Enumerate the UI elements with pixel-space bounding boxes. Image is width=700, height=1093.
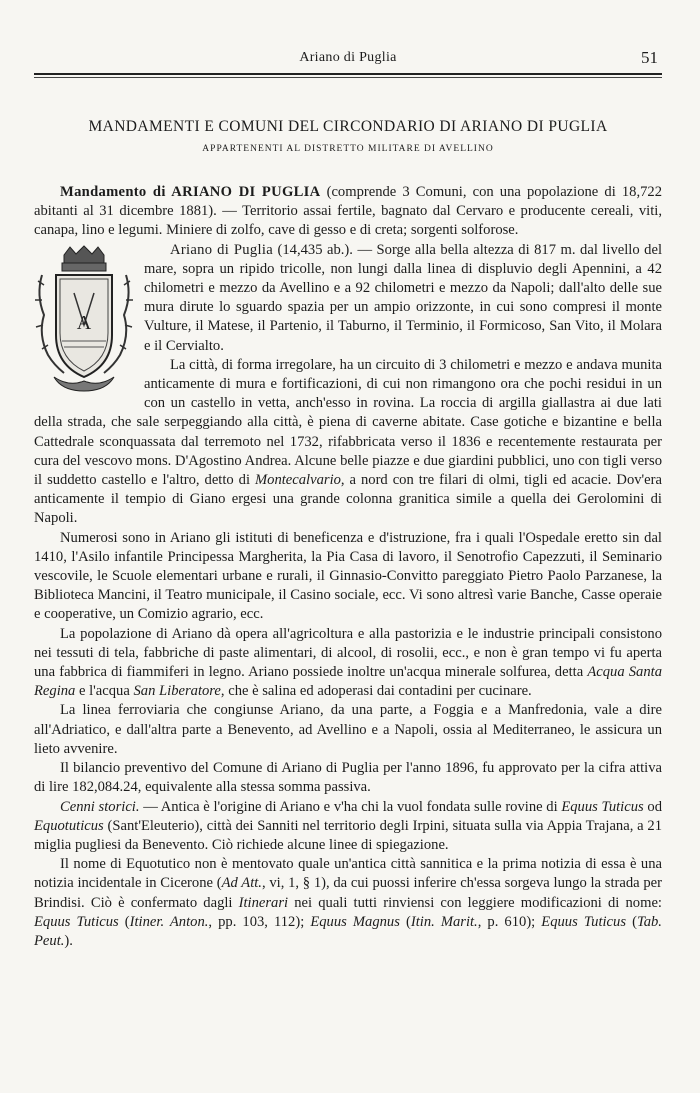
paragraph-text: ( [399, 913, 411, 930]
paragraph-text: (Sant'Eleuterio), città dei Sanniti nel territorio degli Irpini, situata sulla via Appia Trajana, a 21 miglia pugliesi da Benevento. Ciò richiede alcune linee di spiegazione. [34, 817, 662, 853]
body-text [34, 183, 662, 951]
paragraph-text: (comprende 3 Comuni, con una popolazione di 18,722 abitanti al 31 dicembre 1881). — Territorio assai fertile, bagnato dal Cervaro e producente cereali, viti, canapa, lino e legumi. Miniere di zolfo, cave di gesso e di creta; sorgenti solforose. [34, 184, 662, 239]
italic-term: Itiner. Anton. [129, 913, 209, 930]
paragraph-text: , a nord con tre filari di olmi, tigli ed acacie. Dov'era anticamente il tempio di Giano ergesi una grande colonna granitica simile a quella dei Gerolomini di Napoli. [34, 472, 662, 527]
paragraph-equotutico [34, 855, 662, 951]
paragraph-lead: Mandamento di ARIANO DI PUGLIA [60, 184, 321, 200]
running-title: Ariano di Puglia [299, 50, 397, 65]
paragraph-text: La popolazione di Ariano dà opera all'agricoltura e alla pastorizia e le industrie principali consistono nei tessuti di tela, fabbriche di paste alimentari, di alcool, di rosolii, ecc., e non è gran tempo vi fu aperta una fabbrica di fiammiferi in legno. Ariano possiede inoltre un'acqua minerale solfurea, detta [34, 625, 662, 681]
coat-of-arms-icon [34, 245, 134, 395]
italic-term: Itinerari [238, 894, 289, 911]
italic-term: Equus Tuticus [541, 913, 627, 930]
paragraph-text: , pp. 103, 112); [208, 913, 311, 930]
page-number: 51 [641, 48, 658, 67]
italic-term: Ad Att. [221, 875, 262, 892]
paragraph-cenni-storici [34, 798, 662, 856]
paragraph-ferrovia: La linea ferroviaria che congiunse Ariano, da una parte, a Foggia e a Manfredonia, vale a dire all'Adriatico, e dall'altra parte a Benevento, ad Avellino e a Napoli, ossia al Mediterraneo, le assicura un lieto avvenire. [34, 702, 662, 757]
italic-term: Equus Tuticus [561, 798, 644, 815]
paragraph-text: od [643, 798, 662, 815]
paragraph-istituti: Numerosi sono in Ariano gli istituti di beneficenza e d'istruzione, fra i quali l'Ospedale eretto sin dal 1410, l'Asilo infantile Principessa Margherita, la Pia Casa di lavoro, il Senotrofio Capezzuti, il Seminario vescovile, le Scuole elementari urbane e rurali, il Ginnasio-Convitto pareggiato Pietro Paolo Parzanese, la Biblioteca Mancini, il Teatro municipale, il Casino sociale, ecc. Vi sono altresì varie Banche, Casse operaie e cooperative, un Comizio agrario, ecc. [34, 529, 662, 623]
paragraph-popolazione [34, 625, 662, 702]
paragraph-text: Il nome di Equotutico non è mentovato quale un'antica città sannitica e la prima notizia di essa è una notizia incidentale in Cicerone ( [34, 856, 662, 892]
section-title: MANDAMENTI E COMUNI DEL CIRCONDARIO DI ARIANO DI PUGLIA [88, 118, 608, 135]
paragraph-bilancio: Il bilancio preventivo del Comune di Ariano di Puglia per l'anno 1896, fu approvato per la cifra attiva di lire 182,084.24, equivalente alla stessa somma passiva. [34, 760, 662, 796]
paragraph-text: , che è salina ed adoperasi dai contadini per cucinare. [220, 683, 532, 700]
italic-term: San Liberatore [133, 683, 221, 700]
paragraph-lead: Ariano di Puglia [170, 241, 273, 258]
italic-term: Tab. Peut. [34, 913, 662, 949]
ariano-block [34, 241, 662, 529]
italic-term: Itin. Marit. [410, 913, 478, 930]
header-rule-thin [34, 77, 662, 78]
paragraph-text: e l'acqua [75, 683, 134, 700]
italic-term: Equus Magnus [310, 913, 400, 930]
paragraph-text: ). [64, 932, 73, 949]
paragraph-text: , vi, 1, § 1), da cui puossi inferire ch'essa sorgeva lungo la strada per Brindisi. Ciò è confermato dagli [34, 875, 662, 911]
paragraph-text: ( [118, 913, 130, 930]
paragraph-mandamento [34, 183, 662, 241]
italic-term: Acqua Santa Regina [34, 664, 662, 700]
italic-term: Equotuticus [34, 817, 104, 834]
paragraph-text: ( [626, 913, 637, 930]
paragraph-text: — Antica è l'origine di Ariano e v'ha chi la vuol fondata sulle rovine di [139, 798, 562, 815]
paragraph-text: La città, di forma irregolare, ha un circuito di 3 chilometri e mezzo e andava munita anticamente di mura e fortificazioni, di cui non rimangono ora che pochi residui in un con un castello in vetta, anch'esso in rovina. La roccia di argilla giallastra ai due lati della strada, che sale serpeggiando alla città, è piena di caverne abitate. Case gotiche e bizantine e bella Cattedrale sconquassata dal terremoto nel 1732, rifabbricata verso il 1836 e recentemente restaurata per cura del vescovo mons. D'Agostino Andrea. Alcune belle piazze e due giardini pubblici, uno con tigli verso il suddetto castello e l'altro, detto di [34, 356, 662, 489]
italic-term: Cenni storici. [60, 798, 140, 815]
italic-term: Equus Tuticus [34, 913, 119, 930]
italic-term: Montecalvario [255, 472, 341, 489]
section-subtitle: APPARTENENTI AL DISTRETTO MILITARE DI AVELLINO [202, 144, 494, 154]
paragraph-text: , p. 610); [477, 913, 542, 930]
running-header [34, 48, 662, 72]
paragraph-text: nei quali tutti rinviensi con leggiere modificazioni di nome: [288, 894, 662, 911]
coat-of-arms-letter: A [76, 311, 92, 334]
header-rule [34, 73, 662, 75]
paragraph-text: (14,435 ab.). — Sorge alla bella altezza di 817 m. dal livello del mare, sopra un ripido tricolle, non lungi dalla linea di displuvio degli Apennini, a 42 chilometri e mezzo da Avellino e a 92 chilometri e mezzo da Napoli; dall'alto delle sue mura dirute lo sguardo spazia per un ampio orizzonte, in cui sono compresi il monte Vulture, il Matese, il Partenio, il Taburno, il Terminio, il Formicoso, San Vito, il Molara e il Cervialto. [144, 241, 662, 354]
